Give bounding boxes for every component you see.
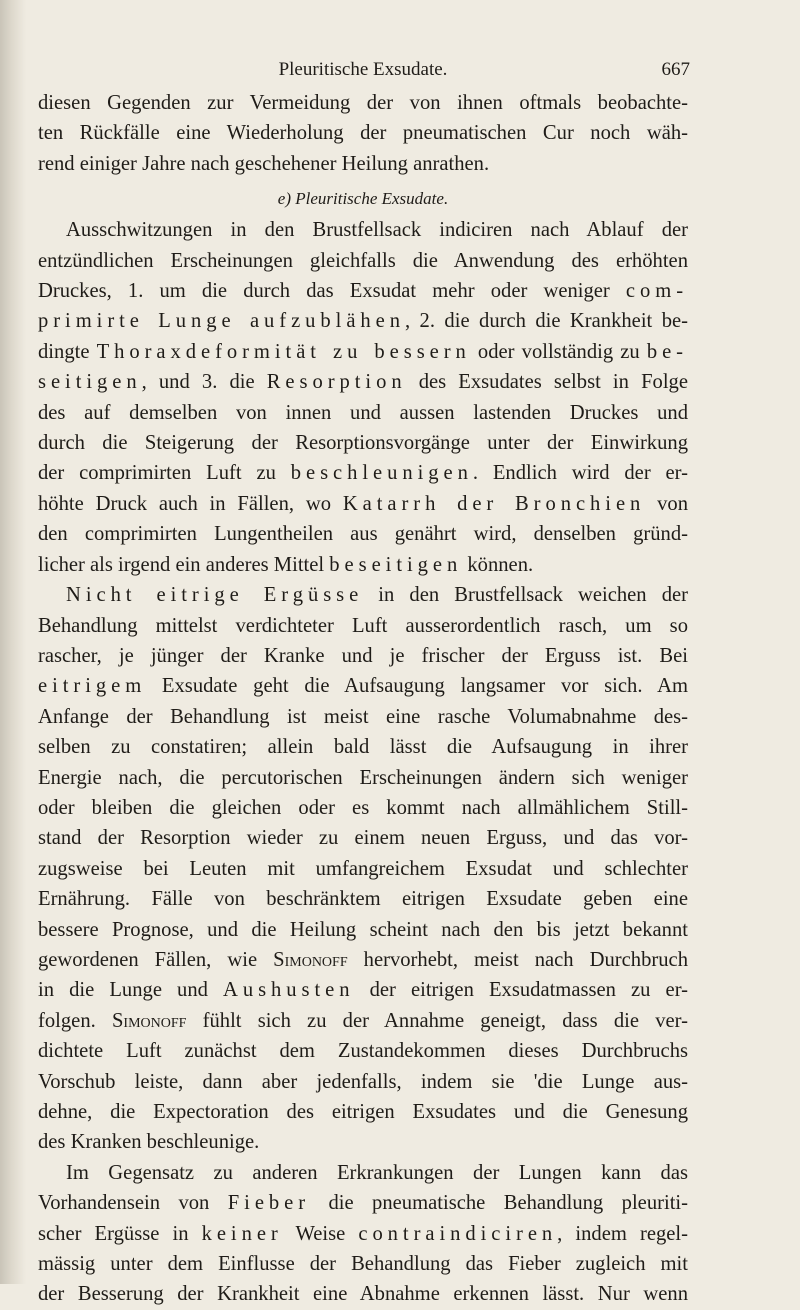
text-line: höhte Druck auch in Fällen, wo Katarrh der Bronchien von — [38, 492, 688, 515]
text-line: entzündlichen Erscheinungen gleichfalls die Anwendung des erhöhten — [38, 249, 688, 272]
binding-gutter-shadow — [0, 0, 26, 1284]
text-line: Nicht eitrige Ergüsse in den Brustfellsack weichen der — [66, 584, 688, 607]
text-line: dingte Thoraxdeformität zu bessern oder vollständig zu be- — [38, 340, 688, 363]
text-line: diesen Gegenden zur Vermeidung der von ihnen oftmals beobachte- — [38, 92, 688, 114]
emphasis: primirte Lunge aufzublähen — [38, 310, 405, 333]
text-line: gewordenen Fällen, wie Simonoff hervorhebt, meist nach Durchbruch — [38, 948, 688, 971]
text-line: des auf demselben von innen und aussen lastenden Druckes und — [38, 401, 688, 424]
emphasis: seitigen — [38, 371, 142, 394]
text-line: scher Ergüsse in keiner Weise contraindiciren, indem regel- — [38, 1222, 689, 1245]
text-line: Druckes, 1. um die durch das Exsudat mehr oder weniger com- — [38, 280, 688, 303]
text-line: eitrigem Exsudate geht die Aufsaugung langsamer vor sich. Am — [38, 675, 688, 698]
author-name: Simonoff — [111, 1009, 187, 1032]
text-line: des Kranken beschleunige. — [38, 1131, 260, 1154]
text-line: selben zu constatiren; allein bald lässt die Aufsaugung in ihrer — [38, 736, 688, 759]
emphasis: Katarrh der Bronchien — [342, 492, 646, 515]
text-line: Behandlung mittelst verdichteter Luft ausserordentlich rasch, um so — [38, 614, 688, 637]
text-line: zugsweise bei Leuten mit umfangreichem Exsudat und schlechter — [38, 857, 688, 880]
emphasis: Aushusten — [223, 979, 355, 1002]
text-line: Vorschub leiste, dann aber jedenfalls, indem sie 'die Lunge aus- — [38, 1070, 688, 1093]
emphasis: beschleunigen — [290, 462, 473, 485]
book-page — [38, 52, 688, 1310]
page-number: 667 — [661, 59, 690, 80]
emphasis: Thoraxdeformität zu bessern — [96, 340, 471, 363]
text-line: rend einiger Jahre nach geschehener Heilung anrathen. — [38, 152, 490, 175]
body-text — [38, 88, 688, 1310]
text-line: licher als irgend ein anderes Mittel beseitigen können. — [38, 553, 534, 576]
text-line: Vorhandensein von Fieber die pneumatische Behandlung pleuriti- — [38, 1192, 688, 1215]
text-line: Ausschwitzungen in den Brustfellsack indiciren nach Ablauf der — [66, 219, 688, 242]
running-title: Pleuritische Exsudate. — [278, 59, 448, 80]
text-line: dichtete Luft zunächst dem Zustandekommen dieses Durchbruchs — [38, 1040, 688, 1063]
text-line: der comprimirten Luft zu beschleunigen. Endlich wird der er- — [38, 462, 688, 485]
text-line: oder bleiben die gleichen oder es kommt nach allmählichem Still- — [38, 796, 688, 819]
emphasis: beseitigen — [329, 553, 463, 576]
emphasis: eitrigem — [38, 675, 147, 698]
text-line: stand der Resorption wieder zu einem neuen Erguss, und das vor- — [38, 827, 688, 850]
emphasis: be- — [646, 340, 688, 363]
text-line: seitigen, und 3. die Resorption des Exsudates selbst in Folge — [38, 371, 688, 394]
text-line: Energie nach, die percutorischen Erscheinungen ändern sich weniger — [38, 766, 688, 789]
emphasis: Nicht eitrige Ergüsse — [66, 584, 364, 607]
emphasis: Fieber — [227, 1192, 311, 1215]
emphasis: keiner — [201, 1222, 283, 1245]
emphasis: Resorption — [266, 371, 407, 394]
text-line: rascher, je jünger der Kranke und je frischer der Erguss ist. Bei — [38, 644, 688, 667]
text-line: Ernährung. Fälle von beschränktem eitrigen Exsudate geben eine — [38, 888, 688, 911]
text-line: der Besserung der Krankheit eine Abnahme erkennen lässt. Nur wenn — [38, 1283, 688, 1306]
text-line: mässig unter dem Einflusse der Behandlung das Fieber zugleich mit — [38, 1253, 688, 1276]
emphasis: contraindiciren — [358, 1222, 558, 1245]
text-line: ten Rückfälle eine Wiederholung der pneumatischen Cur noch wäh- — [38, 122, 688, 145]
text-line: in die Lunge und Aushusten der eitrigen Exsudatmassen zu er- — [38, 979, 688, 1002]
text-line: folgen. Simonoff fühlt sich zu der Annahme geneigt, dass die ver- — [38, 1009, 688, 1032]
text-line: Anfange der Behandlung ist meist eine rasche Volumabnahme des- — [38, 705, 688, 728]
text-line: den comprimirten Lungentheilen aus genährt wird, denselben gründ- — [38, 523, 688, 546]
emphasis: com- — [625, 280, 688, 303]
text-line: Im Gegensatz zu anderen Erkrankungen der Lungen kann das — [66, 1161, 688, 1184]
text-line: primirte Lunge aufzublähen, 2. die durch die Krankheit be- — [38, 310, 688, 333]
section-heading: e) Pleuritische Exsudate. — [277, 189, 449, 209]
text-line: durch die Steigerung der Resorptionsvorgänge unter der Einwirkung — [38, 432, 688, 455]
text-line: dehne, die Expectoration des eitrigen Exsudates und die Genesung — [38, 1101, 688, 1123]
author-name: Simonoff — [273, 948, 348, 971]
text-line: bessere Prognose, und die Heilung scheint nach den bis jetzt bekannt — [38, 918, 688, 941]
running-head — [38, 52, 688, 88]
